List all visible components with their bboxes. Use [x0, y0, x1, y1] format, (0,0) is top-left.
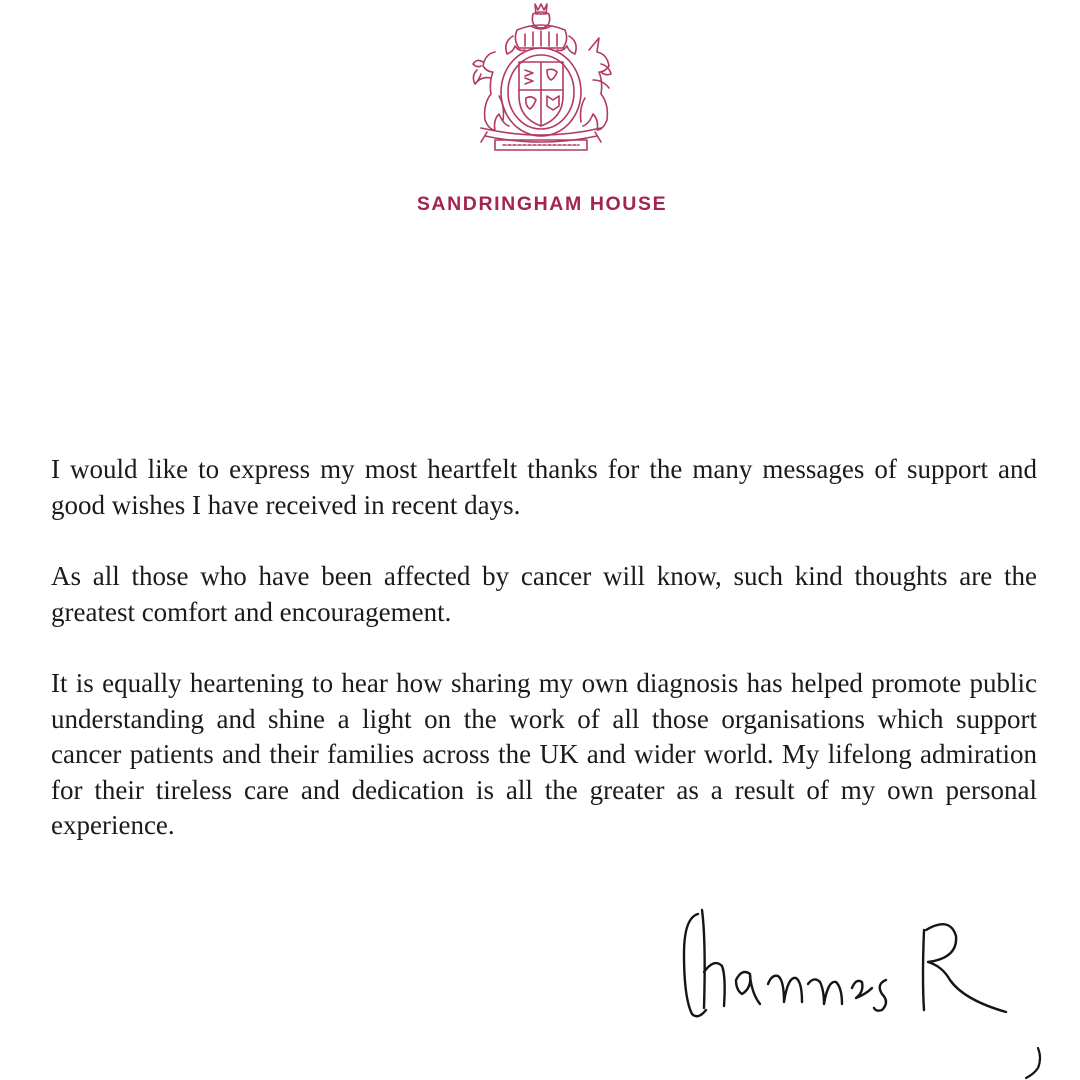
letterhead-address: SANDRINGHAM HOUSE: [416, 193, 668, 215]
royal-coat-of-arms-icon: [455, 0, 627, 158]
letter-paragraph-1: I would like to express my most heartfelt thanks for the many messages of support and good wishes I have received in recent days.: [51, 454, 1037, 520]
letter-paragraph-3: It is equally heartening to hear how sharing my own diagnosis has helped promote public understanding and shine a light on the work of all those organisations which support cancer patients and their families across the UK and wider world. My lifelong admiration for their tireless care and dedication is all the greater as a result of my own personal experience.: [51, 668, 1037, 840]
pen-stroke-icon: [1018, 1040, 1058, 1080]
letter-body: [51, 452, 1037, 880]
letter-paragraph-2: As all those who have been affected by cancer will know, such kind thoughts are the greatest comfort and encouragement.: [51, 561, 1037, 627]
handwritten-signature-icon: [676, 900, 1016, 1040]
